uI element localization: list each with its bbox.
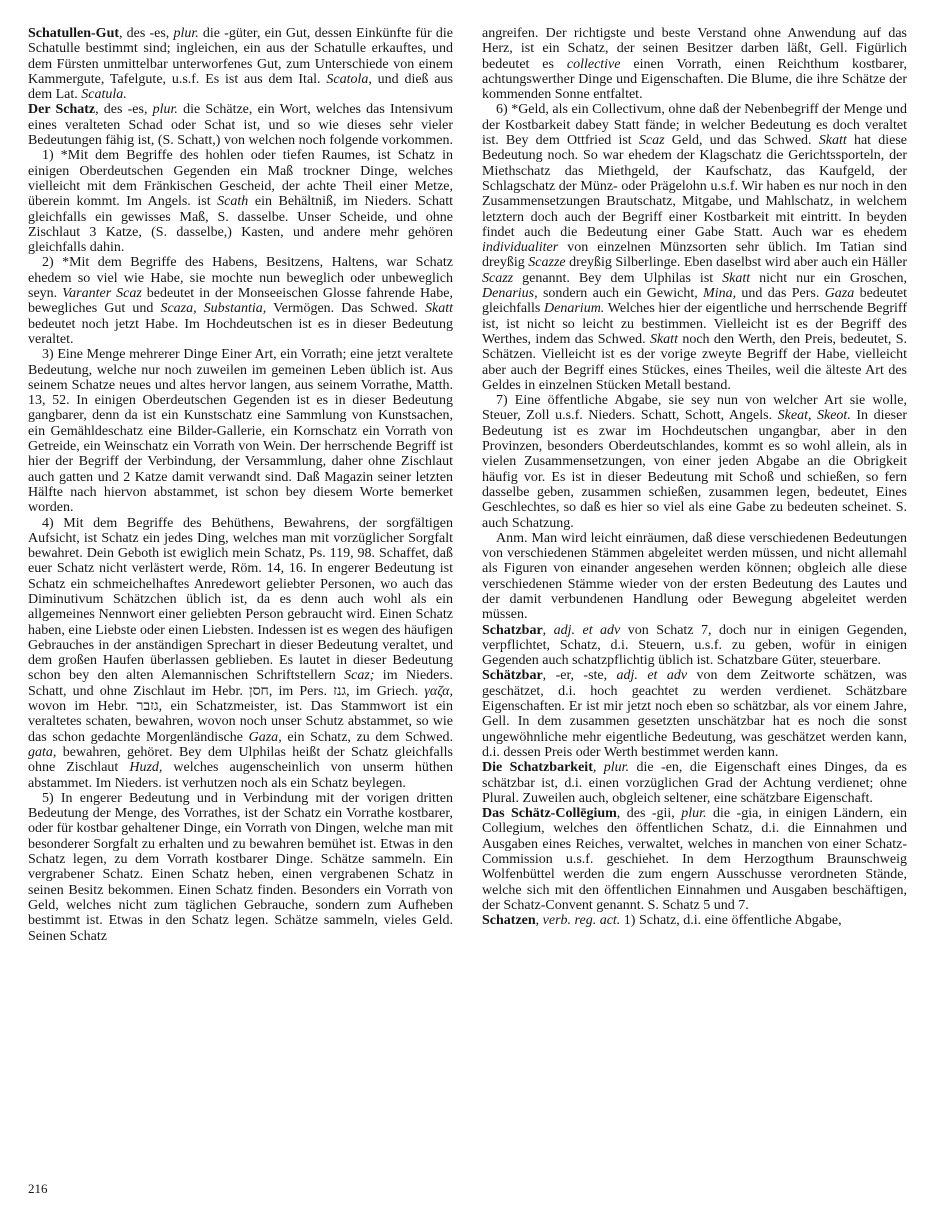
body-text: genannt. Bey dem Ulphilas ist — [513, 270, 723, 286]
body-text: bedeutet noch jetzt Habe. Im Hochdeutschen ist es in dieser Bedeutung veraltet. — [28, 316, 453, 347]
headword-text: Schatzen — [482, 913, 536, 929]
body-text: Skatt — [722, 270, 751, 286]
body-text: 6) *Geld, als ein Collectivum, ohne daß der Nebenbegriff der Menge und der Kostbarkeit dabey Statt fände; in welcher Bedeutung es doch veraltet ist. Bey dem Ottfried ist — [482, 102, 907, 149]
body-text: Scatola, — [326, 71, 372, 87]
entry-paragraph — [28, 102, 453, 148]
body-text: hat diese Bedeutung noch. So war ehedem der Klagschatz die Gerichtssporteln, der Miethschatz das Miethgeld, der Kaufschatz, das Kaufgeld, der Schlagschatz der Münz- oder Prägelohn u.s.f. Wir haben es nur noch in den Zusammensetzungen Brautschatz, Mitgabe, und Mahlschatz, in welchem letztern doch auch der Begriff einer Kostbarkeit mit eintritt. In beyden findet auch die Bedeutung einer Gabe Statt. Auch war es ehedem — [482, 133, 908, 240]
entry-paragraph — [28, 26, 453, 102]
body-text: Scazze — [528, 255, 566, 271]
body-text: Scaz; — [344, 668, 375, 684]
body-text: Huzd, — [129, 760, 163, 776]
entry-paragraph — [28, 347, 453, 515]
body-text: , des -gii, — [616, 806, 682, 822]
body-text: nicht nur ein Groschen, — [750, 270, 907, 286]
body-text: angreifen. Der richtigste und beste Verstand ohne Anwendung auf das Herz, ist ein Schatz, der seinen Besitzer darben läßt, Gell. Figürlich bedeutet es — [482, 26, 907, 72]
body-text: , — [535, 913, 543, 929]
entry-paragraph — [482, 393, 907, 531]
body-text: von dem Zeitworte schätzen, was geschätzet, d.i. hoch geachtet zu werden verdienet. Schätzbare Eigenschaften. Er ist mir jetzt noch eben so schätzbar, als vor einem Jahre, Gell. In dem zusammen gesetzten unschätzbar hat es noch die sonst ungewöhnliche mehr eigentliche Bedeutung, was geschätzet werden kann, d.i. dessen Preis oder Werth bestimmet werden kann. — [482, 668, 907, 760]
body-text: collective — [566, 56, 621, 72]
body-text: Scazz — [482, 270, 514, 286]
body-text: bedeutet in der Monseeischen Glosse fahrende Habe, bewegliches Gut und — [28, 286, 453, 317]
body-text: Mina, — [703, 286, 737, 302]
body-text: im Nieders. Schatt, und ohne Zischlaut im Hebr. חסן, im Pers. גנז, im Griech. — [28, 668, 453, 699]
body-text: gata, — [28, 744, 57, 760]
body-text: die -gia, in einigen Ländern, ein Collegium, welches den öffentlichen Schatz, d.i. die Einnahmen und Ausgaben eines Reiches, verwaltet, welches in manchen von einer Schatz-Commission u.s.f. geschiehet. In dem Herzogthum Braunschweig Wolfenbüttel werden die zum engern Ausschusse verordneten Stände, welche sich mit den öffentlichen Einnahmen und Ausgaben beschäftigen, der Schatz-Convent genannt. S. Schatz 5 und 7. — [482, 806, 907, 913]
entry-paragraph — [28, 148, 453, 255]
body-text: In dieser Bedeutung ist es zwar im Hochdeutschen ungangbar, aber in den Provinzen, besonders Oberdeutschlandes, kommt es so wohl allein, als in vielen Zusammensetzungen, von einer jeden Abgabe an die Obrigkeit häufig vor. Es ist in dieser Bedeutung mit Schoß und schießen, so fern dasselbe geben, zusammen schießen, zusammen legen, bedeutet, Eines Geschlechtes, so daß es hier so viel als eine Gabe zu bedeuten scheinet. S. auch Schatzung. — [482, 408, 907, 531]
body-text: Gaza — [824, 286, 855, 302]
body-text: , — [542, 622, 554, 638]
body-text: , des -es, — [95, 102, 153, 118]
body-text: Scaza, Substantia, — [160, 301, 267, 317]
body-text: verb. reg. act. — [542, 913, 621, 929]
body-text: Varanter Scaz — [62, 286, 142, 302]
body-text: wovon im Hebr. גזבר, ein Schatzmeister, ist. Das Stammwort ist ein veraltetes schaten, bewahren, wovon noch unser Schutz abstammet, so wie das schon gedachte Morgenländische — [28, 699, 454, 745]
body-text: plur. — [173, 26, 199, 41]
body-text: Skatt — [649, 331, 678, 347]
body-text: Denarius, — [482, 286, 538, 302]
body-text: Geld, und das Schwed. — [664, 133, 819, 149]
body-text: von einzelnen Münzsorten sehr üblich. Im Tatian sind dreyßig — [482, 240, 907, 271]
body-text: , -er, -ste, — [542, 668, 617, 684]
body-text: plur. — [681, 806, 707, 822]
entry-paragraph — [482, 531, 907, 623]
headword-text: Schatullen-Gut — [28, 26, 120, 41]
text-columns — [28, 26, 907, 944]
body-text: , ein Schatz, zu dem Schwed. — [278, 729, 454, 745]
page-number: 216 — [28, 1180, 48, 1196]
body-text: ein Behältniß, im Nieders. Schatt gleichfalls ein gewisses Maß, S. dasselbe. Unser Scheide, und ohne Zischlaut 3 Katze, (S. dasselbe,) Kasten, und andere mehr gehören gleichfalls dahin. — [28, 194, 453, 256]
entry-paragraph — [482, 26, 907, 102]
body-text: die -güter, ein Gut, dessen Einkünfte für die Schatulle bestimmt sind; ingleichen, ein aus der Schatulle erkauftes, und dem Fürsten unmittelbar unterworfenes Gut, zum Unterschiede von einem Kammergute, Tafelgute, u.s.f. Es ist aus dem Ital. — [28, 26, 453, 87]
column-right — [482, 26, 907, 944]
body-text: bedeutet gleichfalls — [482, 286, 907, 317]
body-text: 3) Eine Menge mehrerer Dinge Einer Art, ein Vorrath; eine jetzt veraltete Bedeutung, welche nur noch zuweilen im gemeinen Leben üblich ist. Aus seinem Schatze neues und altes hervor langen, aus seinem Vorrathe, Matth. 13, 52. In einigen Oberdeutschen Gegenden ist es in dieser Bedeutung gangbarer, denn da ist ein Kunstschatz eine Sammlung von Kunstsachen, ein Gemähldeschatz eine Bilder-Gallerie, ein Kornschatz ein Vorrath von Getreide, ein Weinschatz ein Vorrath von Wein. Der herrschende Begriff ist hier der Begriff der Verbindung, der Versammlung, daher ohne Zischlaut auch gatten und 2 Katze damit verwandt sind. Daß Magazin seiner letzten Hälfte nach hiervon abstammet, ist schon bey diesem Worte bemerket worden. — [28, 347, 453, 516]
entry-paragraph — [28, 791, 453, 944]
body-text: , — [592, 760, 604, 776]
body-text: adj. et adv — [553, 622, 621, 638]
entry-paragraph — [28, 255, 453, 347]
body-text: Gaza — [248, 729, 279, 745]
body-text: noch den Werth, den Preis, bedeutet, S. Schätzen. Vielleicht ist es der vorige zweyte Begriff der Habe, vielleicht aber auch der Begriff eines Stückes, eines Theiles, weil die älteste Art des Geldes in einzelnen Stücken Metall bestand. — [482, 331, 907, 393]
body-text: 7) Eine öffentliche Abgabe, sie sey nun von welcher Art sie wolle, Steuer, Zoll u.s.f. Nieders. Schatt, Schott, Angels. — [482, 393, 907, 424]
entry-paragraph — [482, 668, 907, 760]
body-text: die Schätze, ein Wort, welches das Intensivum eines veralteten Schad oder Schat ist, und so wie dieses sehr vieler Bedeutungen fähig ist, (S. Schatt,) von welchen noch folgende vorkommen. — [28, 102, 453, 149]
body-text: individualiter — [482, 240, 559, 256]
body-text: von Schatz 7, doch nur in einigen Gegenden, verpflichtet, Schatz, d.i. Steuern, u.s.f. zu geben, wofür in einigen Gegenden auch schatzpflichtig üblich ist. Schatzbare Güter, steuerbare. — [482, 622, 908, 669]
body-text: 1) *Mit dem Begriffe des hohlen oder tiefen Raumes, ist Schatz in einigen Oberdeutschen Gegenden ein Maß trockner Dinge, welches vielleicht mit dem Fränkischen Gescheid, der achte Theil einer Metze, überein kommt. Im Angels. ist — [28, 148, 453, 210]
entry-paragraph — [482, 623, 907, 669]
headword-text: Die Schatzbarkeit — [482, 760, 593, 776]
entry-paragraph — [482, 913, 907, 928]
body-text: plur. — [603, 760, 630, 776]
body-text: Vermögen. Das Schwed. — [266, 301, 425, 317]
body-text: Welches hier der eigentliche und herrschende Begriff ist, ist nicht so leicht zu bestimmen. Vielleicht ist es der Begriff des Werthes, indem das Schwed. — [482, 301, 907, 347]
headword-text: Das Schätz-Collēgium — [482, 806, 617, 822]
body-text: einen Vorrath, einen Reichthum kostbarer, achtungswerther Dinge und Eigenschaften. Die Blume, die ihre Schätze der kommenden Sonne entfaltet. — [482, 56, 907, 103]
body-text: 4) Mit dem Begriffe des Behüthens, Bewahrens, der sorgfältigen Aufsicht, ist Schatz ein jedes Ding, welches man mit vorzüglicher Sorgfalt bewahret. Dein Geboth ist ewiglich mein Schatz, Ps. 119, 98. Schaffet, daß euer Schatz nicht verlästert werde, Röm. 14, 16. In engerer Bedeutung ist Schatz ein schmeichelhaftes Anredewort geliebter Personen, wo auch das Diminutivum Schätzchen üblich ist, da es denn auch wohl als ein allgemeines Nennwort einer geliebten Person gebraucht wird. Einen Schatz haben, eine Liebste oder einen Liebsten. Indessen ist es wegen des häufigen Gebrauches in der anständigen Sprechart in dieser Bedeutung veraltet, und dem großen Haufen überlassen geblieben. Es lautet in dieser Bedeutung schon bey den alten Alemannischen Schriftstellern — [28, 515, 453, 684]
body-text: und das Pers. — [736, 286, 825, 302]
body-text: bewahren, gehöret. Bey dem Ulphilas heißt der Schatz gleichfalls ohne Zischlaut — [28, 744, 453, 776]
entry-paragraph — [28, 516, 453, 791]
body-text: adj. et adv — [616, 668, 688, 684]
body-text: γαζα, — [424, 683, 453, 699]
body-text: sondern auch ein Gewicht, — [537, 286, 704, 302]
body-text: Scaz — [638, 133, 665, 149]
body-text: Scatula. — [81, 87, 127, 103]
entry-paragraph — [482, 806, 907, 913]
body-text: plur. — [152, 102, 178, 118]
body-text: Scath — [217, 194, 249, 210]
body-text: und dieß aus dem Lat. — [28, 71, 454, 103]
body-text: Anm. Man wird leicht einräumen, daß diese verschiedenen Bedeutungen von verschiedenen Stämmen abgeleitet werden müssen, und nicht allemahl als Figuren von einander angesehen werden können; obgleich alle diese verschiedenen Stämme wieder von der ersten Bedeutung des Lautes und der damit verbundenen Handlung oder Bewegung abgeleitet werden müssen. — [482, 530, 907, 623]
body-text: 1) Schatz, d.i. eine öffentliche Abgabe, — [620, 913, 842, 929]
body-text: 2) *Mit dem Begriffe des Habens, Besitzens, Haltens, war Schatz ehedem so viel wie Habe, sie mochte nun beweglich oder unbeweglich seyn. — [28, 255, 453, 302]
headword-text: Der Schatz — [28, 102, 96, 118]
body-text: die -en, die Eigenschaft eines Dinges, da es schätzbar ist, d.i. einen vorzüglichen Grad der Achtung verdienet; ohne Plural. Zuweilen auch, obgleich seltener, eine schätzbare Eigenschaft. — [482, 760, 907, 806]
body-text: Skeat, Skeot. — [777, 408, 851, 424]
headword-text: Schätzbar — [482, 668, 543, 684]
body-text: dreyßig Silberlinge. Eben daselbst wird aber auch ein Häller — [565, 255, 907, 271]
column-left — [28, 26, 453, 944]
body-text: Skatt — [425, 301, 453, 317]
entry-paragraph — [482, 102, 907, 393]
headword-text: Schatzbar — [482, 622, 543, 638]
body-text: Denarium. — [544, 301, 605, 317]
body-text: , des -es, — [119, 26, 174, 41]
body-text: Skatt — [818, 133, 847, 149]
body-text: welches augenscheinlich von unserm hüthen abstammet. Im Nieders. ist verhutzen noch als ein Schatz beylegen. — [28, 760, 454, 791]
entry-paragraph — [482, 760, 907, 806]
body-text: 5) In engerer Bedeutung und in Verbindung mit der vorigen dritten Bedeutung der Menge, des Vorrathes, ist der Schatz ein Vorrathe kostbarer, oder für kostbar gehaltener Dinge, ein Vorrath von Dingen, welche man mit besonderer Sorgfalt zu erhalten und zu bewahren bemühet ist. Etwas in den Schatz legen, zu dem Vorrath kostbarer Dinge. Schätze sammeln. Ein vergrabener Schatz. Einen Schatz heben, einen vergrabenen Schatz in seinen Besitz bekommen. Einen Schatz finden. Besonders ein Vorrath von Geld, welches nicht zum täglichen Gebrauche, sondern zum Aufheben bestimmt ist. Etwas in den Schatz legen. Schätze sammeln, vieles Geld. Seinen Schatz — [28, 790, 453, 944]
